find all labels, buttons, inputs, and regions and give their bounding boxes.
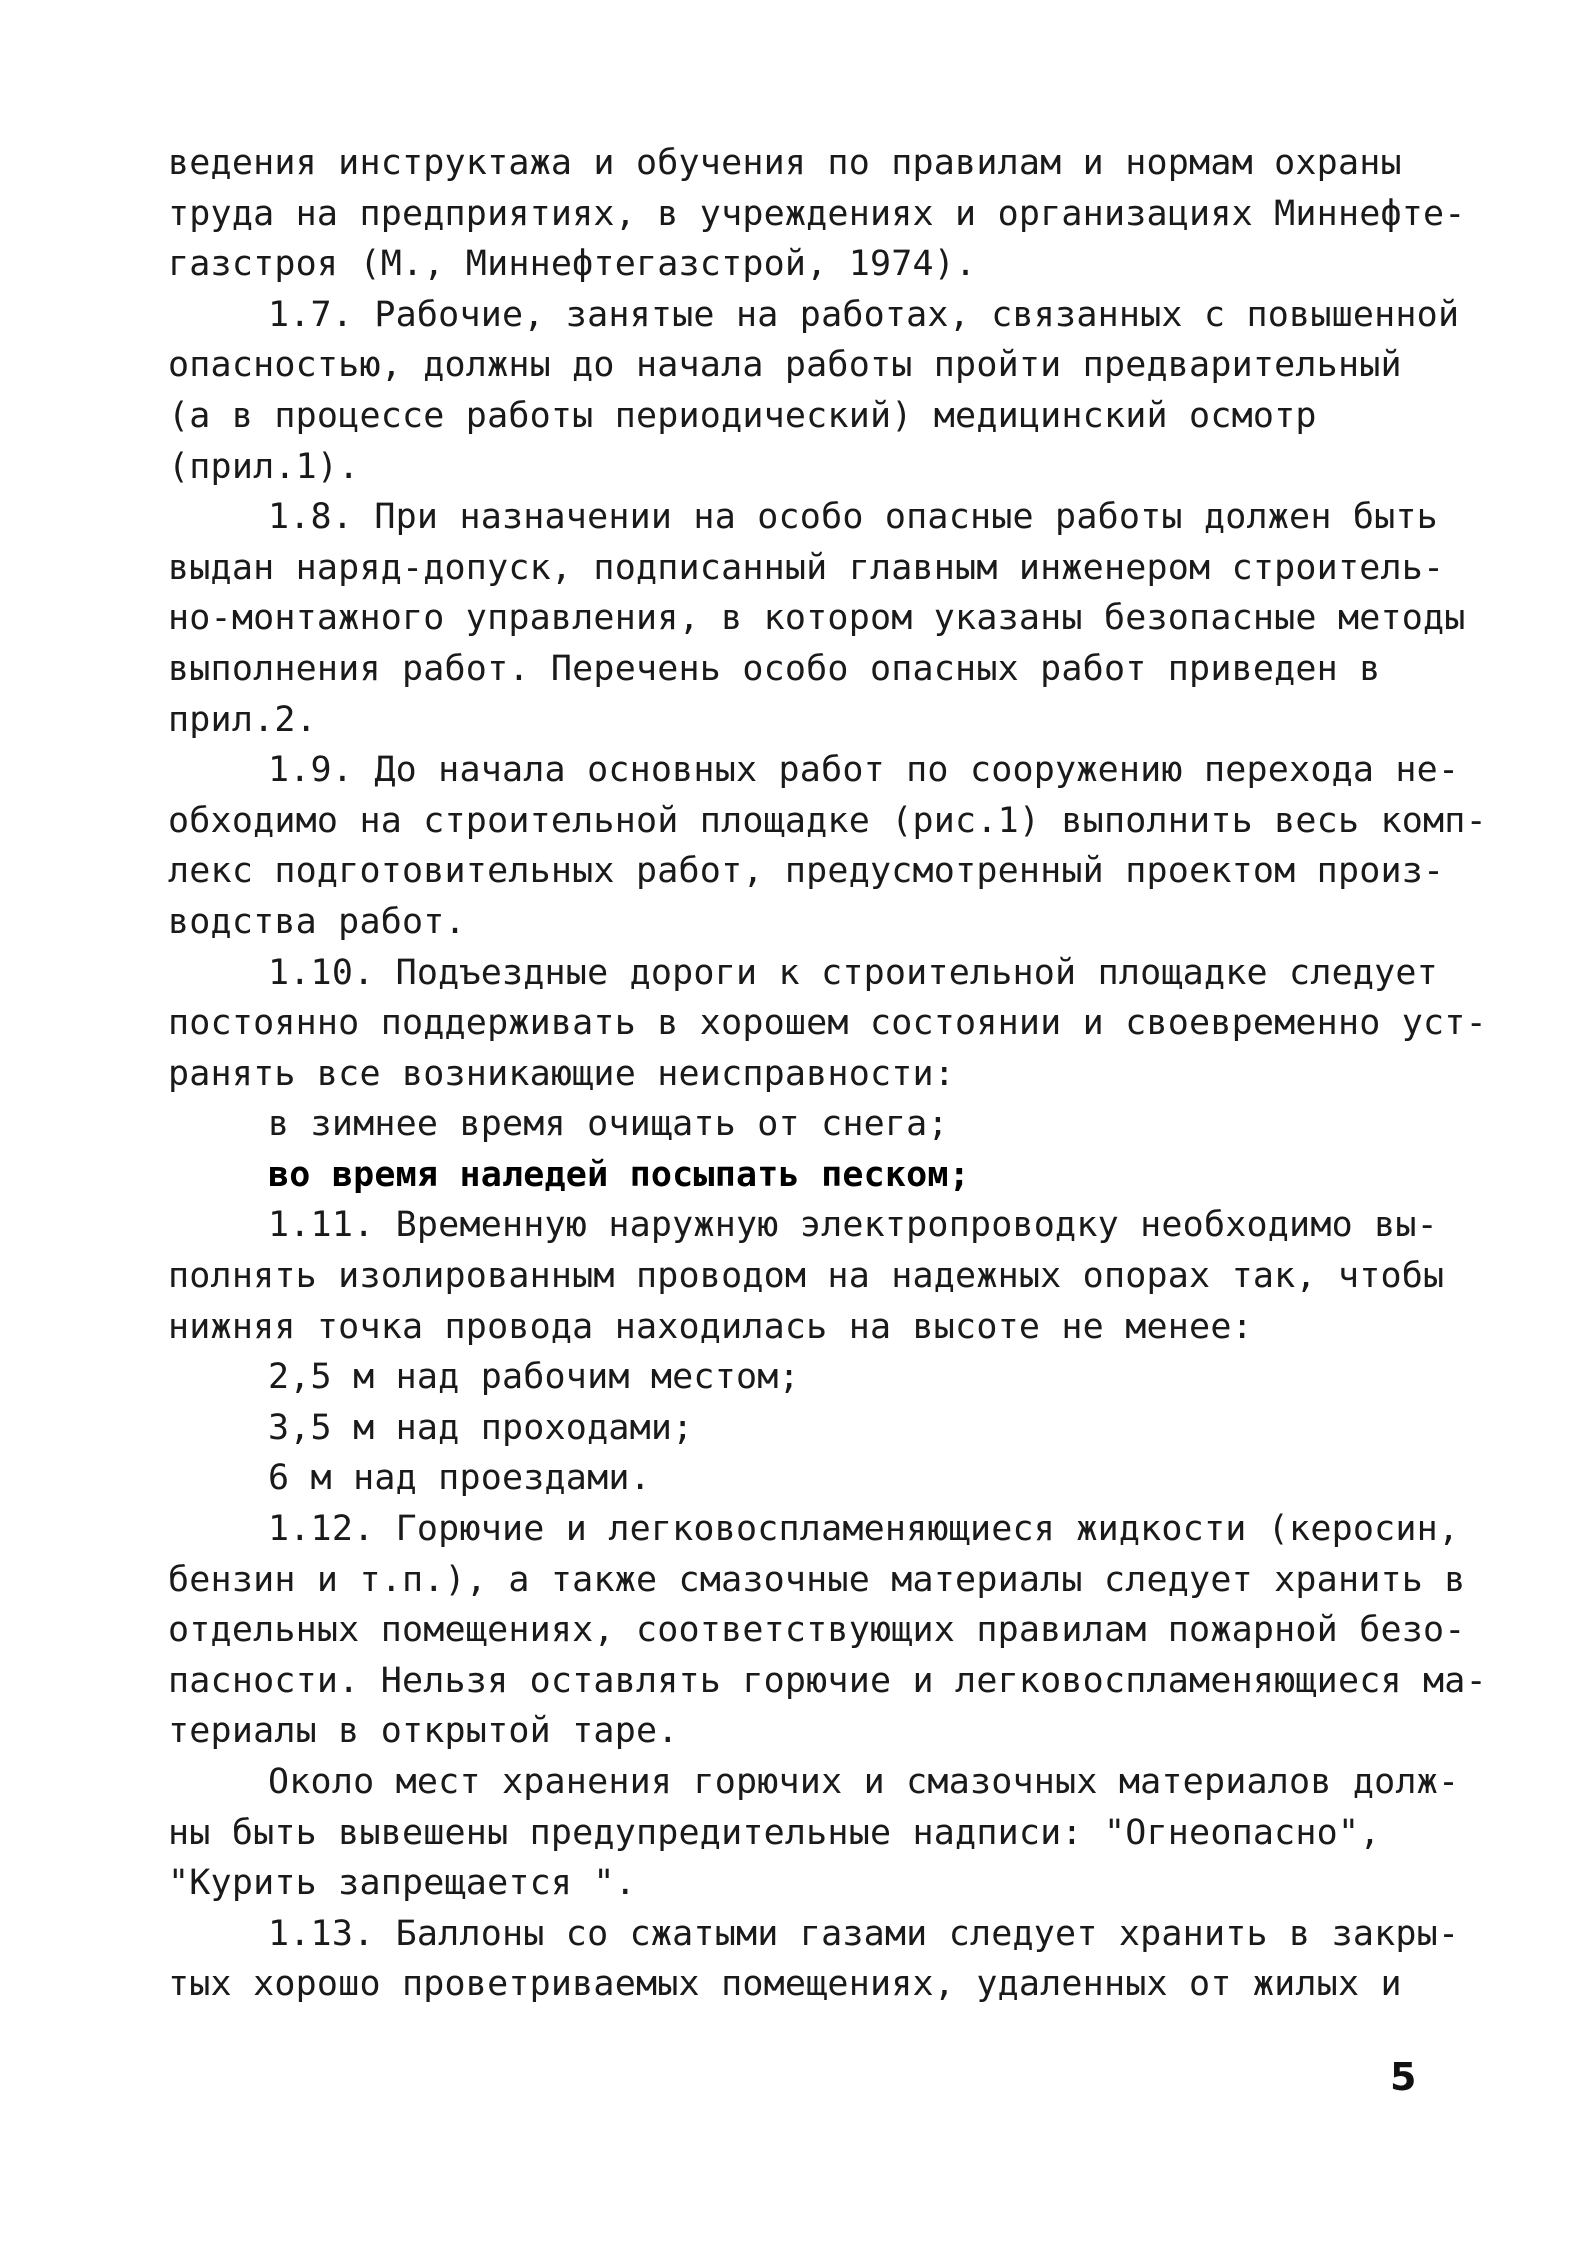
paragraph-warning-signs — [168, 1757, 1460, 1909]
paragraph-1-12 — [168, 1504, 1487, 1757]
text-line: "Курить запрещается ". — [168, 1863, 636, 1904]
list-item-workplace — [168, 1352, 1438, 1403]
text-line: 1.11. Временную наружную электропроводку необходимо вы- — [268, 1205, 1438, 1246]
text-line: 1.12. Горючие и легковоспламеняющиеся жидкости (керосин, — [268, 1509, 1460, 1550]
text-line: 3,5 м над проходами; — [268, 1407, 694, 1448]
paragraph-1-11 — [168, 1200, 1445, 1352]
text-line: ранять все возникающие неисправности: — [168, 1053, 956, 1094]
text-line: полнять изолированным проводом на надежных опорах так, чтобы — [168, 1256, 1445, 1297]
text-line: лекс подготовительных работ, предусмотренный проектом произ- — [168, 851, 1445, 892]
text-line: нижняя точка провода находилась на высоте не менее: — [168, 1306, 1253, 1347]
text-line: тых хорошо проветриваемых помещениях, удаленных от жилых и — [168, 1964, 1402, 2005]
paragraph-1-8 — [168, 492, 1466, 745]
list-item-ice — [168, 1150, 1438, 1201]
text-line: опасностью, должны до начала работы пройти предварительный — [168, 345, 1402, 386]
list-item-passages — [168, 1403, 1438, 1454]
text-line: 6 м над проездами. — [268, 1458, 651, 1499]
text-line: пасности. Нельзя оставлять горючие и легковоспламеняющиеся ма- — [168, 1660, 1487, 1701]
list-item-driveways — [168, 1453, 1438, 1504]
text-line: выдан наряд-допуск, подписанный главным инженером строитель- — [168, 547, 1445, 588]
text-line: в зимнее время очищать от снега; — [268, 1104, 949, 1145]
text-line: 1.7. Рабочие, занятые на работах, связанных с повышенной — [268, 294, 1460, 335]
list-item-winter — [168, 1099, 1438, 1150]
text-line: 1.10. Подъездные дороги к строительной площадке следует — [268, 952, 1438, 993]
text-line: прил.2. — [168, 699, 317, 740]
text-line: ны быть вывешены предупредительные надписи: "Огнеопасно", — [168, 1812, 1381, 1853]
text-line: во время наледей посыпать песком; — [268, 1154, 970, 1195]
paragraph-1-7 — [168, 290, 1460, 492]
text-line: 2,5 м над рабочим местом; — [268, 1357, 800, 1398]
paragraph-1-10 — [168, 948, 1487, 1100]
text-line: 1.9. До начала основных работ по сооружению перехода не- — [268, 750, 1460, 791]
body-text — [168, 138, 1487, 2010]
paragraph-1-9 — [168, 745, 1487, 947]
text-line: водства работ. — [168, 901, 466, 942]
text-line: териалы в открытой таре. — [168, 1711, 679, 1752]
text-line: 1.13. Баллоны со сжатыми газами следует хранить в закры- — [268, 1913, 1460, 1954]
text-line: бензин и т.п.), а также смазочные материалы следует хранить в — [168, 1559, 1466, 1600]
text-line: Около мест хранения горючих и смазочных материалов долж- — [268, 1762, 1460, 1802]
paragraph-intro-continuation — [168, 138, 1466, 290]
text-line: ведения инструктажа и обучения по правилам и нормам охраны — [168, 143, 1402, 183]
text-line: газстроя (М., Миннефтегазстрой, 1974). — [168, 244, 977, 285]
text-line: постоянно поддерживать в хорошем состоянии и своевременно уст- — [168, 1003, 1487, 1044]
text-line: (а в процессе работы периодический) медицинский осмотр — [168, 395, 1317, 436]
page-number: 5 — [1390, 2055, 1417, 2099]
text-line: (прил.1). — [168, 446, 360, 487]
text-line: выполнения работ. Перечень особо опасных работ приведен в — [168, 648, 1381, 689]
paragraph-1-13 — [168, 1909, 1460, 2010]
text-line: но-монтажного управления, в котором указаны безопасные методы — [168, 598, 1466, 639]
text-line: труда на предприятиях, в учреждениях и организациях Миннефте- — [168, 193, 1466, 234]
text-line: 1.8. При назначении на особо опасные работы должен быть — [268, 497, 1438, 538]
text-line: обходимо на строительной площадке (рис.1) выполнить весь комп- — [168, 800, 1487, 841]
text-line: отдельных помещениях, соответствующих правилам пожарной безо- — [168, 1610, 1466, 1651]
